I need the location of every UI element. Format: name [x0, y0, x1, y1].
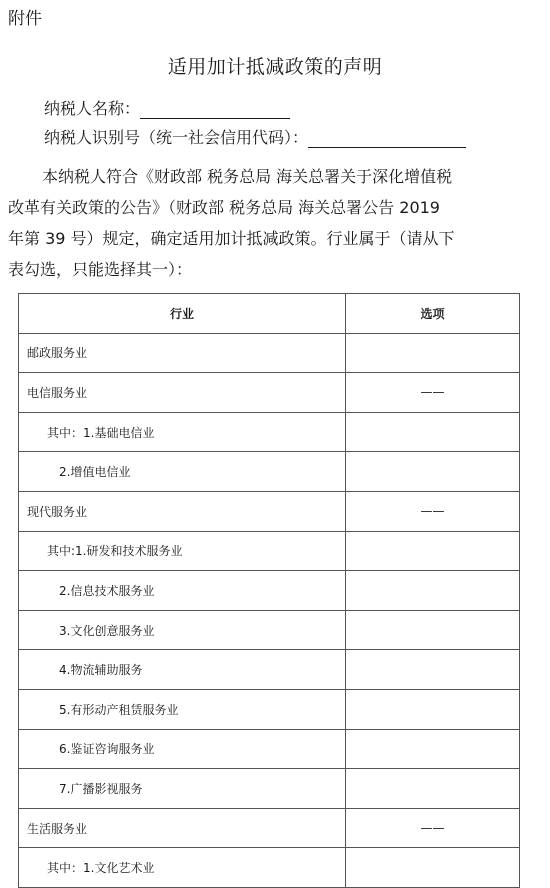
- industry-name: 其中：1.基础电信业: [19, 412, 346, 452]
- industry-table: [18, 293, 520, 888]
- industry-name: 电信服务业: [19, 373, 346, 413]
- industry-name: 其中:1.研发和技术服务业: [19, 531, 346, 571]
- table-row: [19, 571, 520, 611]
- table-row: [19, 333, 520, 373]
- option-cell: ——: [346, 808, 520, 848]
- table-row: [19, 848, 520, 888]
- industry-name: 生活服务业: [19, 808, 346, 848]
- option-cell[interactable]: [346, 333, 520, 373]
- industry-name: 4.物流辅助服务: [19, 650, 346, 690]
- option-cell[interactable]: [346, 689, 520, 729]
- industry-name: 2.信息技术服务业: [19, 571, 346, 611]
- industry-name: 其中：1.文化艺术业: [19, 848, 346, 888]
- statement-paragraph: [8, 161, 538, 285]
- table-row: [19, 650, 520, 690]
- table-row: [19, 491, 520, 531]
- taxpayer-name-label: 纳税人名称：: [44, 99, 141, 118]
- table-row: [19, 412, 520, 452]
- taxpayer-id-blank[interactable]: [308, 129, 466, 148]
- option-cell[interactable]: [346, 769, 520, 809]
- taxpayer-name-field: [44, 96, 290, 119]
- attachment-label: 附件: [8, 9, 42, 29]
- page-title: 适用加计抵减政策的声明: [167, 56, 383, 78]
- industry-column-header: 行业: [19, 294, 346, 334]
- option-cell[interactable]: [346, 412, 520, 452]
- option-column-header: 选项: [346, 294, 520, 334]
- industry-name: 邮政服务业: [19, 333, 346, 373]
- taxpayer-name-blank[interactable]: [140, 100, 290, 119]
- table-row: [19, 373, 520, 413]
- statement-line: 表勾选，只能选择其一）：: [8, 260, 193, 279]
- option-cell[interactable]: [346, 452, 520, 492]
- industry-name: 7.广播影视服务: [19, 769, 346, 809]
- industry-name: 6.鉴证咨询服务业: [19, 729, 346, 769]
- option-cell[interactable]: [346, 650, 520, 690]
- option-cell: ——: [346, 373, 520, 413]
- table-row: [19, 769, 520, 809]
- table-row: [19, 531, 520, 571]
- taxpayer-id-field: [44, 125, 466, 148]
- statement-line: 改革有关政策的公告》（财政部 税务总局 海关总署公告 2019: [8, 198, 440, 217]
- option-cell[interactable]: [346, 531, 520, 571]
- table-row: [19, 729, 520, 769]
- statement-line: 年第 39 号）规定，确定适用加计抵减政策。行业属于（请从下: [8, 229, 455, 248]
- statement-line: 本纳税人符合《财政部 税务总局 海关总署关于深化增值税: [42, 167, 453, 186]
- option-cell: ——: [346, 491, 520, 531]
- table-row: [19, 689, 520, 729]
- table-row: [19, 610, 520, 650]
- table-row: [19, 452, 520, 492]
- table-row: [19, 808, 520, 848]
- table-header-row: [19, 294, 520, 334]
- industry-name: 现代服务业: [19, 491, 346, 531]
- industry-name: 3.文化创意服务业: [19, 610, 346, 650]
- option-cell[interactable]: [346, 729, 520, 769]
- option-cell[interactable]: [346, 610, 520, 650]
- industry-name: 5.有形动产租赁服务业: [19, 689, 346, 729]
- taxpayer-id-label: 纳税人识别号（统一社会信用代码）：: [44, 128, 309, 147]
- industry-name: 2.增值电信业: [19, 452, 346, 492]
- option-cell[interactable]: [346, 571, 520, 611]
- option-cell[interactable]: [346, 848, 520, 888]
